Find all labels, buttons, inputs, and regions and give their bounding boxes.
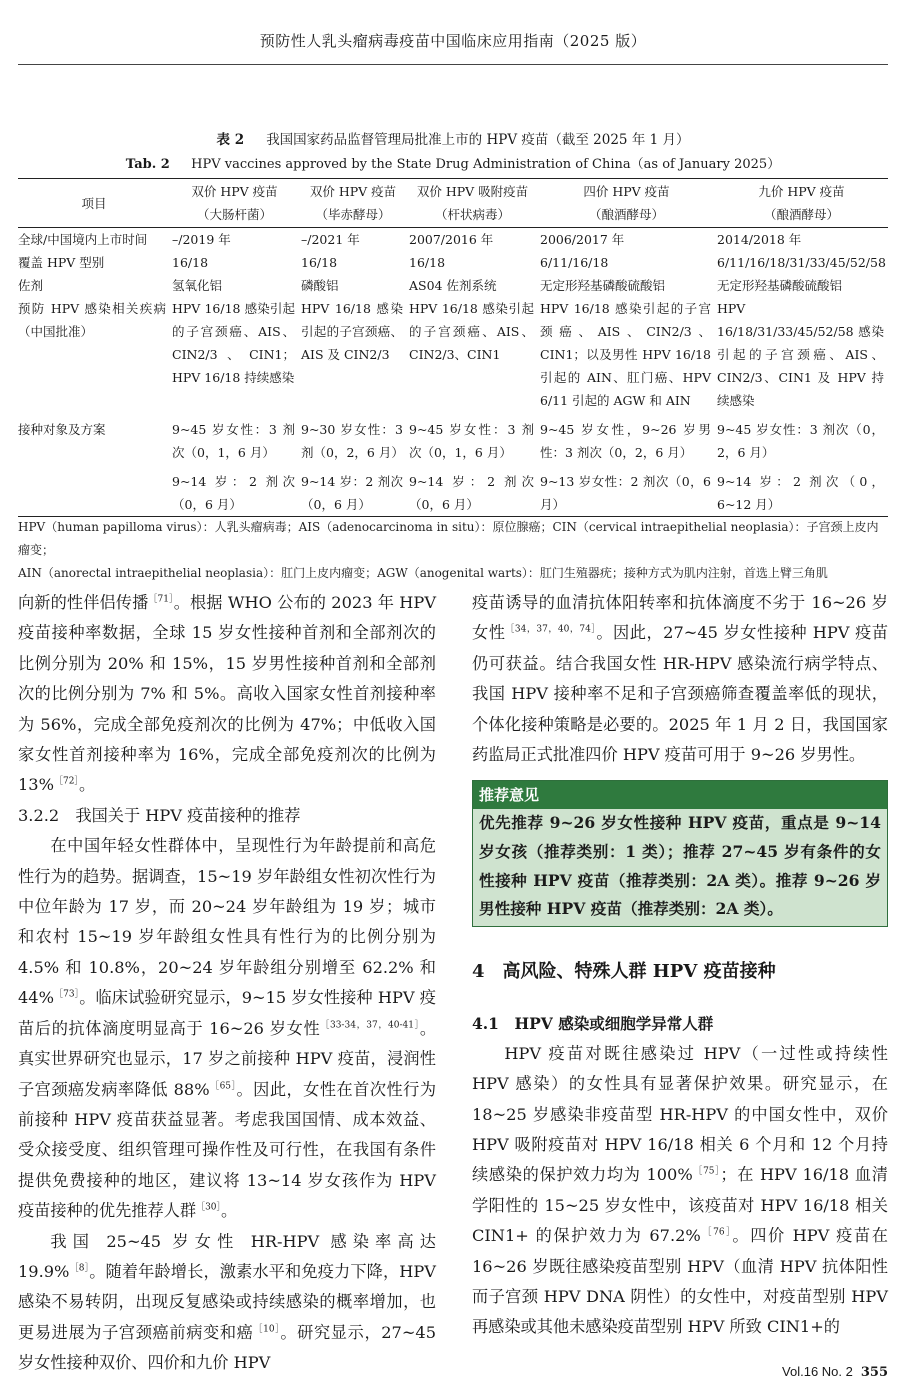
citation: ［10］ (253, 1324, 281, 1335)
recommendation-title: 推荐意见 (473, 781, 887, 809)
table-cell: 磷酸铝 (301, 278, 339, 293)
column-header: 四价 HPV 疫苗 （酿酒酵母） (583, 184, 670, 222)
paragraph: 向新的性伴侣传播$^{[71]}$。根据 WHO 公布的 2023 年 HPV 疫苗接种率数据，全球 15 岁女性接种首剂和全部剂次的比例分别为 20% 和 15%，15 岁男性接种首剂和全部剂次的比例分别为 7% 和 5%。高收入国家女性首剂接种率为 56%，完成全部免疫剂次的比例为 47%；中低收入国家女性首剂接种率为 16%，完成全部免疫剂次的比例为 13%$^{[72]}$。 (18, 593, 437, 795)
table-cell: HPV 16/18 感染引起的子宫颈癌、AIS、CIN2/3、CIN1 (409, 301, 534, 362)
citation: ［33-34，37，40-41］ (320, 1020, 420, 1031)
table-cell: HPV 16/18 感染引起的子宫颈癌、AIS 及 CIN2/3 (301, 301, 403, 362)
table-footnote (18, 516, 888, 585)
page-number: 355 (860, 1365, 888, 1380)
citation: ［71］ (148, 594, 174, 605)
page-footer (782, 1364, 888, 1380)
table-row (18, 470, 888, 517)
citation: ［65］ (209, 1081, 237, 1092)
table-title-en: HPV vaccines approved by the State Drug Administration of China（as of January 2025） (191, 157, 781, 172)
table-cell: 9~45 岁女性：3 剂次（0，2，6 月） (717, 422, 884, 460)
table-cell: 9~13 岁女性：2 剂次（0，6 月） (540, 474, 711, 512)
table-cell: 2014/2018 年 (717, 232, 802, 247)
table-label-cn: 表 2 (216, 132, 245, 148)
paragraph: HPV 疫苗对既往感染过 HPV（一过性或持续性 HPV 感染）的女性具有显著保护效果。研究显示，在 18~25 岁感染非疫苗型 HR-HPV 的中国女性中，双价 HPV 吸附疫苗对 HPV 16/18 相关 6 个月和 12 个月持续感染的保护效力均为 100%$^{[75]}$；在 HPV 16/18 血清学阳性的 15~25 岁女性中，该疫苗对 HPV 16/18 相关 CIN1+ 的保护效力为 67.2%$^{[76]}$。四价 HPV 疫苗在 16~26 岁既往感染疫苗型别 HPV（血清 HPV 抗体阳性而子宫颈 HPV DNA 阴性）的女性中，对疫苗型别 HPV 再感染或其他未感染疫苗型别 HPV 所致 CIN1+的 (472, 1043, 888, 1337)
table-row (18, 251, 888, 274)
table-cell: 9~14 岁：2 剂次（0，6 月） (409, 474, 534, 512)
column-header: 双价 HPV 疫苗 （大肠杆菌） (191, 184, 278, 222)
table-cell: 9~30 岁女性：3 剂（0，2，6 月） (301, 422, 404, 460)
table-cell: 16/18 (409, 255, 446, 270)
right-column (472, 588, 888, 1343)
table-cell: 9~14 岁：2 剂次（0，6~12 月） (717, 474, 884, 512)
table-cell: 9~45 岁女性，9~26 岁男性：3 剂次（0，2，6 月） (540, 422, 711, 460)
paragraph: 疫苗诱导的血清抗体阳转率和抗体滴度不劣于 16~26 岁女性$^{[34,37,40,74]}$。因此，27~45 岁女性接种 HPV 疫苗仍可获益。结合我国女性 HR-HPV 感染流行病学特点、我国 HPV 接种率不足和子宫颈癌筛查覆盖率低的现状，个体化接种策略是必要的。2025 年 1 月 2 日，我国国家药监局正式批准四价 HPV 疫苗可用于 9~26 岁男性。 (472, 593, 889, 765)
footnote-line: HPV（human papilloma virus）：人乳头瘤病毒；AIS（adenocarcinoma in situ）：原位腺癌；CIN（cervical intraepithelial neoplasia）：子宫颈上皮内瘤变； (18, 520, 879, 557)
subsection-heading: 3.2.2 我国关于 HPV 疫苗接种的推荐 (18, 805, 301, 825)
citation: ［73］ (53, 989, 80, 1000)
section-heading: 4 高风险、特殊人群 HPV 疫苗接种 (472, 960, 776, 982)
table-caption-en (18, 153, 888, 172)
citation: ［75］ (692, 1167, 721, 1178)
vaccine-table (18, 178, 888, 517)
citation: ［30］ (196, 1202, 222, 1213)
table-cell: 6/11/16/18 (540, 255, 609, 270)
table-caption-cn (18, 128, 888, 148)
table-cell: 16/18 (172, 255, 209, 270)
table-cell: –/2021 年 (301, 232, 360, 247)
footnote-line: AIN（anorectal intraepithelial neoplasia）：肛门上皮内瘤变；AGW（anogenital warts）：肛门生殖器疣；接种方式为肌内注射，首选上臂三角肌 (18, 566, 828, 580)
table-cell: 全球/中国境内上市时间 (18, 232, 148, 247)
table-cell: HPV 16/18/31/33/45/52/58 感染引起的子宫颈癌、AIS、CIN2/3、CIN1 及 HPV 持续感染 (717, 301, 884, 408)
table-cell: HPV 16/18 感染引起的子宫颈癌、AIS、CIN2/3、CIN1；以及男性 HPV 16/18 引起的 AIN、肛门癌、HPV 6/11 引起的 AGW 和 AIN (540, 301, 711, 408)
table-row (18, 274, 888, 297)
table-cell: 9~45 岁女性：3 剂次（0，1，6 月） (172, 422, 295, 460)
column-header: 双价 HPV 吸附疫苗 （杆状病毒） (416, 184, 529, 222)
table-row (18, 297, 888, 418)
table-cell: 佐剂 (18, 278, 44, 293)
recommendation-box (472, 780, 888, 926)
table-cell: HPV 16/18 感染引起的子宫颈癌、AIS、CIN2/3、CIN1；HPV 16/18 持续感染 (172, 301, 295, 385)
table-cell: 无定形羟基磷酸硫酸铝 (717, 278, 843, 293)
table-cell: 9~14 岁：2 剂次（0，6 月） (301, 474, 403, 512)
header-rule (18, 64, 888, 65)
table-cell: 氢氧化铝 (172, 278, 223, 293)
table-cell: 6/11/16/18/31/33/45/52/58 (717, 255, 886, 270)
running-title: 预防性人乳头瘤病毒疫苗中国临床应用指南（2025 版） (259, 32, 647, 50)
column-header: 双价 HPV 疫苗 （毕赤酵母） (309, 184, 397, 222)
table-title-cn: 我国国家药品监督管理局批准上市的 HPV 疫苗（截至 2025 年 1 月） (266, 132, 690, 148)
table-row (18, 418, 888, 470)
table-label-en: Tab. 2 (125, 157, 170, 172)
table-cell: 16/18 (301, 255, 338, 270)
left-column (18, 588, 436, 1379)
table-cell: 9~14 岁：2 剂次（0，6 月） (172, 474, 295, 512)
column-header: 项目 (81, 195, 107, 211)
table-cell: 2007/2016 年 (409, 232, 494, 247)
citation: ［34，37，40，74］ (505, 625, 597, 636)
citation: ［76］ (700, 1227, 733, 1238)
table-cell: 无定形羟基磷酸硫酸铝 (540, 278, 666, 293)
table-cell: AS04 佐剂系统 (409, 278, 497, 293)
volume-info: Vol.16 No. 2 (782, 1364, 853, 1379)
table-header-row (18, 179, 888, 228)
vaccine-table-wrapper (18, 178, 888, 517)
table-cell: 覆盖 HPV 型别 (18, 255, 105, 270)
table-cell: 预防 HPV 感染相关疾病（中国批准） (18, 301, 166, 339)
table-cell: 9~45 岁女性：3 剂次（0，1，6 月） (409, 422, 534, 460)
recommendation-body: 优先推荐 9~26 岁女性接种 HPV 疫苗，重点是 9~14 岁女孩（推荐类别：1 类）；推荐 27~45 岁有条件的女性接种 HPV 疫苗（推荐类别：2A 类）。推荐 9~26 岁男性接种 HPV 疫苗（推荐类别：2A 类）。 (479, 813, 881, 919)
paragraph: 在中国年轻女性群体中，呈现性行为年龄提前和高危性行为的趋势。据调查，15~19 岁年龄组女性初次性行为中位年龄为 17 岁，而 20~24 岁年龄组为 19 岁；城市和农村 15~19 岁年龄组女性具有性行为的比例分别为 4.5% 和 10.8%，20~24 岁年龄组分别增至 62.2% 和 44%$^{[73]}$。临床试验研究显示，9~15 岁女性接种 HPV 疫苗后的抗体滴度明显高于 16~26 岁女性$^{[33-34,37,40-41]}$。真实世界研究也显示，17 岁之前接种 HPV 疫苗，浸润性子宫颈癌发病率降低 88%$^{[65]}$。因此，女性在首次性行为前接种 HPV 疫苗获益显著。考虑我国国情、成本效益、受众接受度、组织管理可操作性及可行性，在我国有条件提供免费接种的地区，建议将 13~14 岁女孩作为 HPV 疫苗接种的优先推荐人群$^{[30]}$。 (18, 836, 437, 1221)
citation: ［8］ (69, 1263, 90, 1274)
paragraph: 我国 25~45 岁女性 HR-HPV 感染率高达 19.9%$^{[8]}$。随着年龄增长，激素水平和免疫力下降，HPV 感染不易转阴，出现反复感染或持续感染的概率增加，也更易进展为子宫颈癌前病变和癌$^{[10]}$。研究显示，27~45 岁女性接种双价、四价和九价 HPV (18, 1231, 437, 1373)
table-cell: 2006/2017 年 (540, 232, 625, 247)
table-row (18, 228, 888, 252)
table-cell: 接种对象及方案 (18, 422, 106, 437)
citation: ［72］ (53, 777, 79, 788)
table-cell (18, 470, 170, 517)
subsection-heading: 4.1 HPV 感染或细胞学异常人群 (472, 1013, 714, 1033)
table-cell: –/2019 年 (172, 232, 231, 247)
column-header: 九价 HPV 疫苗 （酿酒酵母） (758, 184, 845, 222)
